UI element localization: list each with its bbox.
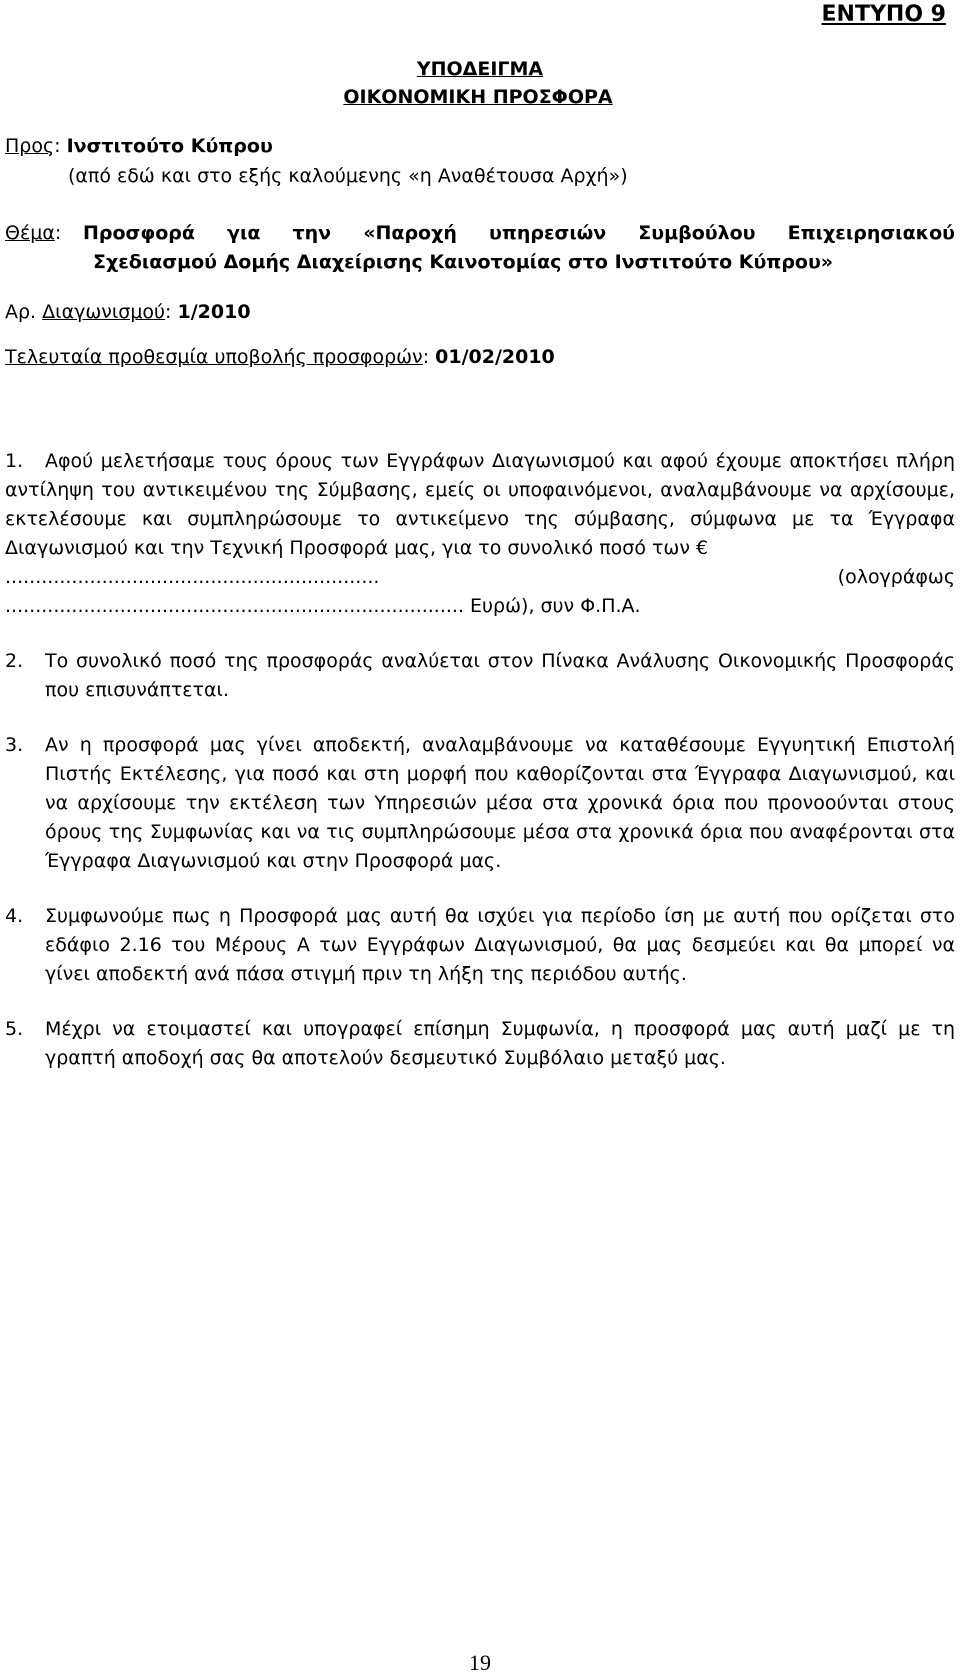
list-item [5,902,955,989]
list-item-number: 1. [5,450,24,472]
list-item-text: Μέχρι να ετοιμαστεί και υπογραφεί επίσημη Συμφωνία, η προσφορά μας αυτή μαζί με τη γραπτή αποδοχή σας θα αποτελούν δεσμευτικό Συμβόλαιο μεταξύ μας. [45,1018,955,1069]
heading-title-line1: ΥΠΟΔΕΙΓΜΑ [416,58,544,80]
list-item-number: 2. [5,650,24,672]
list-item [5,731,955,876]
page-number: 19 [469,1650,491,1675]
amount-words-dots: ............................................................................ [5,595,465,617]
amount-dots-line: .............................................................. [5,566,380,588]
list-item [5,447,955,621]
list-item-body [5,447,955,621]
list-item-text: Αν η προσφορά μας γίνει αποδεκτή, αναλαμβάνουμε να καταθέσουμε Εγγυητική Επιστολή Πιστής Εκτέλεσης, για ποσό και στη μορφή που καθορίζονται στα Έγγραφα Διαγωνισμού, και να αρχίσουμε την εκτέλεση των Υπηρεσιών μέσα στα χρονικά όρια που προνοούνται στους όρους της Συμφωνίας και να τις συμπληρώσουμε μέσα στα χρονικά όρια που αναφέρονται στα Έγγραφα Διαγωνισμού και στην Προσφορά μας. [45,734,955,872]
competition-label: Διαγωνισμού [42,301,166,323]
subject-label-wrap: Θέμα: [5,222,62,244]
amount-in-words-label: (ολογράφως [837,566,955,588]
list-item-text: Συμφωνούμε πως η Προσφορά μας αυτή θα ισχύει για περίοδο ίση με αυτή που ορίζεται στο εδάφιο 2.16 του Μέρους Α των Εγγράφων Διαγωνισμού, θα μας δεσμεύει και θα μπορεί να γίνει αποδεκτή ανά πάσα στιγμή πριν τη λήξη της περιόδου αυτής. [45,905,955,985]
subject-label: Θέμα [5,222,55,244]
recipient-note: (από εδώ και στο εξής καλούμενης «η Αναθέτουσα Αρχή») [68,165,628,187]
offer-terms-list [5,447,955,1099]
submission-deadline: Τελευταία προθεσμία υποβολής προσφορών: 01/02/2010 [5,346,555,368]
competition-value: 1/2010 [177,301,251,323]
amount-words-fill [5,592,955,621]
to-label: Προς [5,135,55,157]
deadline-value: 01/02/2010 [435,346,555,368]
competition-number: Αρ. Διαγωνισμού: 1/2010 [5,301,251,323]
recipient-name: Ινστιτούτο Κύπρου [66,135,273,157]
list-item [5,1015,955,1073]
list-item-text: Το συνολικό ποσό της προσφοράς αναλύεται στον Πίνακα Ανάλυσης Οικονομικής Προσφοράς που επισυνάπτεται. [45,650,955,701]
amount-tail: Ευρώ), συν Φ.Π.Α. [464,595,641,617]
heading-title-line2: ΟΙΚΟΝΟΜΙΚΗ ΠΡΟΣΦΟΡΑ [343,86,613,108]
subject-line [5,219,955,277]
recipient-line: Προς: Ινστιτούτο Κύπρου [5,135,273,157]
competition-prefix: Αρ. [5,301,43,323]
amount-words-row [5,563,955,592]
list-item-text: Αφού μελετήσαμε τους όρους των Εγγράφων Διαγωνισμού και αφού έχουμε αποκτήσει πλήρη αντίληψη του αντικειμένου της Σύμβασης, εμείς οι υποφαινόμενοι, αναλαμβάνουμε να αρχίσουμε, εκτελέσουμε και συμπληρώσουμε το αντικείμενο της σύμβασης, σύμφωνα με τα Έγγραφα Διαγωνισμού και την Τεχνική Προσφορά μας, για το συνολικό ποσό των € [5,450,955,559]
subject-text-line1: Προσφορά για την «Παροχή υπηρεσιών Συμβούλου Επιχειρησιακού [83,222,955,244]
subject-text-line2: Σχεδιασμού Δομής Διαχείρισης Καινοτομίας στο Ινστιτούτο Κύπρου» [93,251,834,273]
document-heading [0,55,960,111]
list-item-number: 5. [5,1018,24,1040]
deadline-label: Τελευταία προθεσμία υποβολής προσφορών [5,346,423,368]
list-item-number: 3. [5,734,24,756]
subject-text [83,219,955,277]
form-code: ΕΝΤΥΠΟ 9 [821,2,946,27]
list-item [5,647,955,705]
list-item-number: 4. [5,905,24,927]
